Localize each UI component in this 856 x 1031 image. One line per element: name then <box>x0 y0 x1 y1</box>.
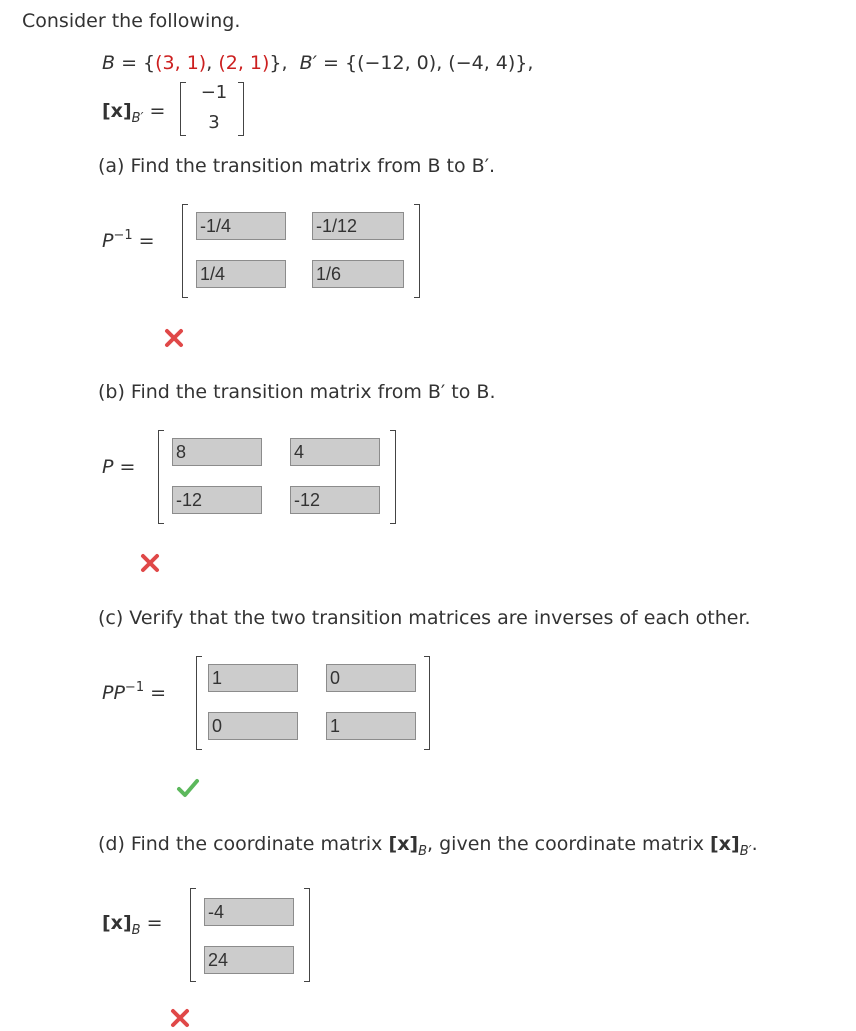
part-d-x-1: [x] <box>388 833 419 855</box>
part-c-cell-1-1[interactable] <box>208 664 298 692</box>
part-a-question: (a) Find the transition matrix from B to B′. <box>98 155 496 177</box>
part-d-sub-b: B <box>418 844 428 859</box>
part-b-left-bracket <box>158 430 164 524</box>
part-c-left-bracket <box>196 656 202 750</box>
basis-definitions: B = {(3, 1), (2, 1)}, B′ = {(−12, 0), (−4, 4)}, <box>102 52 534 74</box>
part-c-cell-2-2[interactable] <box>326 712 416 740</box>
basis-b-vector-2: (2, 1) <box>218 52 270 74</box>
xbprime-value-1: −1 <box>200 82 228 103</box>
part-d-question: (d) Find the coordinate matrix $[x]_B$, given the coordinate matrix $[x]_{B'}$. <box>98 833 758 859</box>
part-c-right-bracket <box>424 656 430 750</box>
part-d-question-prefix: (d) Find the coordinate matrix <box>98 833 389 855</box>
part-d-sub-bprime: B′ <box>739 844 752 859</box>
part-a-cell-2-2[interactable] <box>312 260 404 288</box>
basis-b-label: B <box>102 52 116 74</box>
part-d-right-bracket <box>304 888 310 982</box>
part-b-cell-1-2[interactable] <box>290 438 380 466</box>
part-a-matrix-label: $P^{-1}$ = <box>102 228 155 252</box>
part-a-cell-2-1[interactable] <box>196 260 286 288</box>
part-c-question: (c) Verify that the two transition matrices are inverses of each other. <box>98 607 751 629</box>
part-b-cell-1-1[interactable] <box>172 438 262 466</box>
part-a-cell-1-1[interactable] <box>196 212 286 240</box>
xbprime-label-text: [x] <box>102 100 132 122</box>
part-a-left-bracket <box>182 204 188 298</box>
x-mark-icon <box>170 1008 190 1028</box>
part-c-label-text: PP <box>102 682 125 704</box>
part-d-matrix-label: $[x]_B$ = <box>102 912 163 938</box>
xbprime-sub: B′ <box>131 111 144 126</box>
part-a-right-bracket <box>414 204 420 298</box>
part-a-label-text: P <box>102 230 114 252</box>
part-d-cell-1[interactable] <box>204 898 294 926</box>
part-b-cell-2-2[interactable] <box>290 486 380 514</box>
part-c-cell-1-2[interactable] <box>326 664 416 692</box>
x-mark-icon <box>164 328 184 348</box>
part-c-cell-2-1[interactable] <box>208 712 298 740</box>
part-a-sup: −1 <box>113 228 133 243</box>
xbprime-label: $[x]_{B'}$ = <box>102 100 166 126</box>
x-mark-icon <box>140 553 160 573</box>
part-b-cell-2-1[interactable] <box>172 486 262 514</box>
part-a-cell-1-2[interactable] <box>312 212 404 240</box>
part-b-right-bracket <box>390 430 396 524</box>
part-d-cell-2[interactable] <box>204 946 294 974</box>
check-mark-icon <box>176 778 200 798</box>
basis-bprime-label: B′ <box>299 52 317 74</box>
part-d-x-2: [x] <box>710 833 740 855</box>
right-bracket <box>238 82 244 136</box>
part-d-label-text: [x] <box>102 912 132 934</box>
basis-bprime-vector-2: (−4, 4) <box>448 52 516 74</box>
xbprime-value-2: 3 <box>208 112 220 133</box>
intro-text: Consider the following. <box>22 10 241 32</box>
part-d-left-bracket <box>190 888 196 982</box>
basis-b-vector-1: (3, 1) <box>155 52 207 74</box>
left-bracket <box>180 82 186 136</box>
part-d-sub: B <box>131 923 141 938</box>
part-b-label-text: P <box>102 456 114 478</box>
basis-bprime-vector-1: (−12, 0) <box>357 52 437 74</box>
part-b-matrix-label: P = <box>102 456 136 478</box>
part-d-question-mid: , given the coordinate matrix <box>427 833 711 855</box>
part-b-question: (b) Find the transition matrix from B′ to B. <box>98 381 496 403</box>
part-c-sup: −1 <box>124 680 145 695</box>
part-c-matrix-label: $PP^{-1}$ = <box>102 680 167 704</box>
